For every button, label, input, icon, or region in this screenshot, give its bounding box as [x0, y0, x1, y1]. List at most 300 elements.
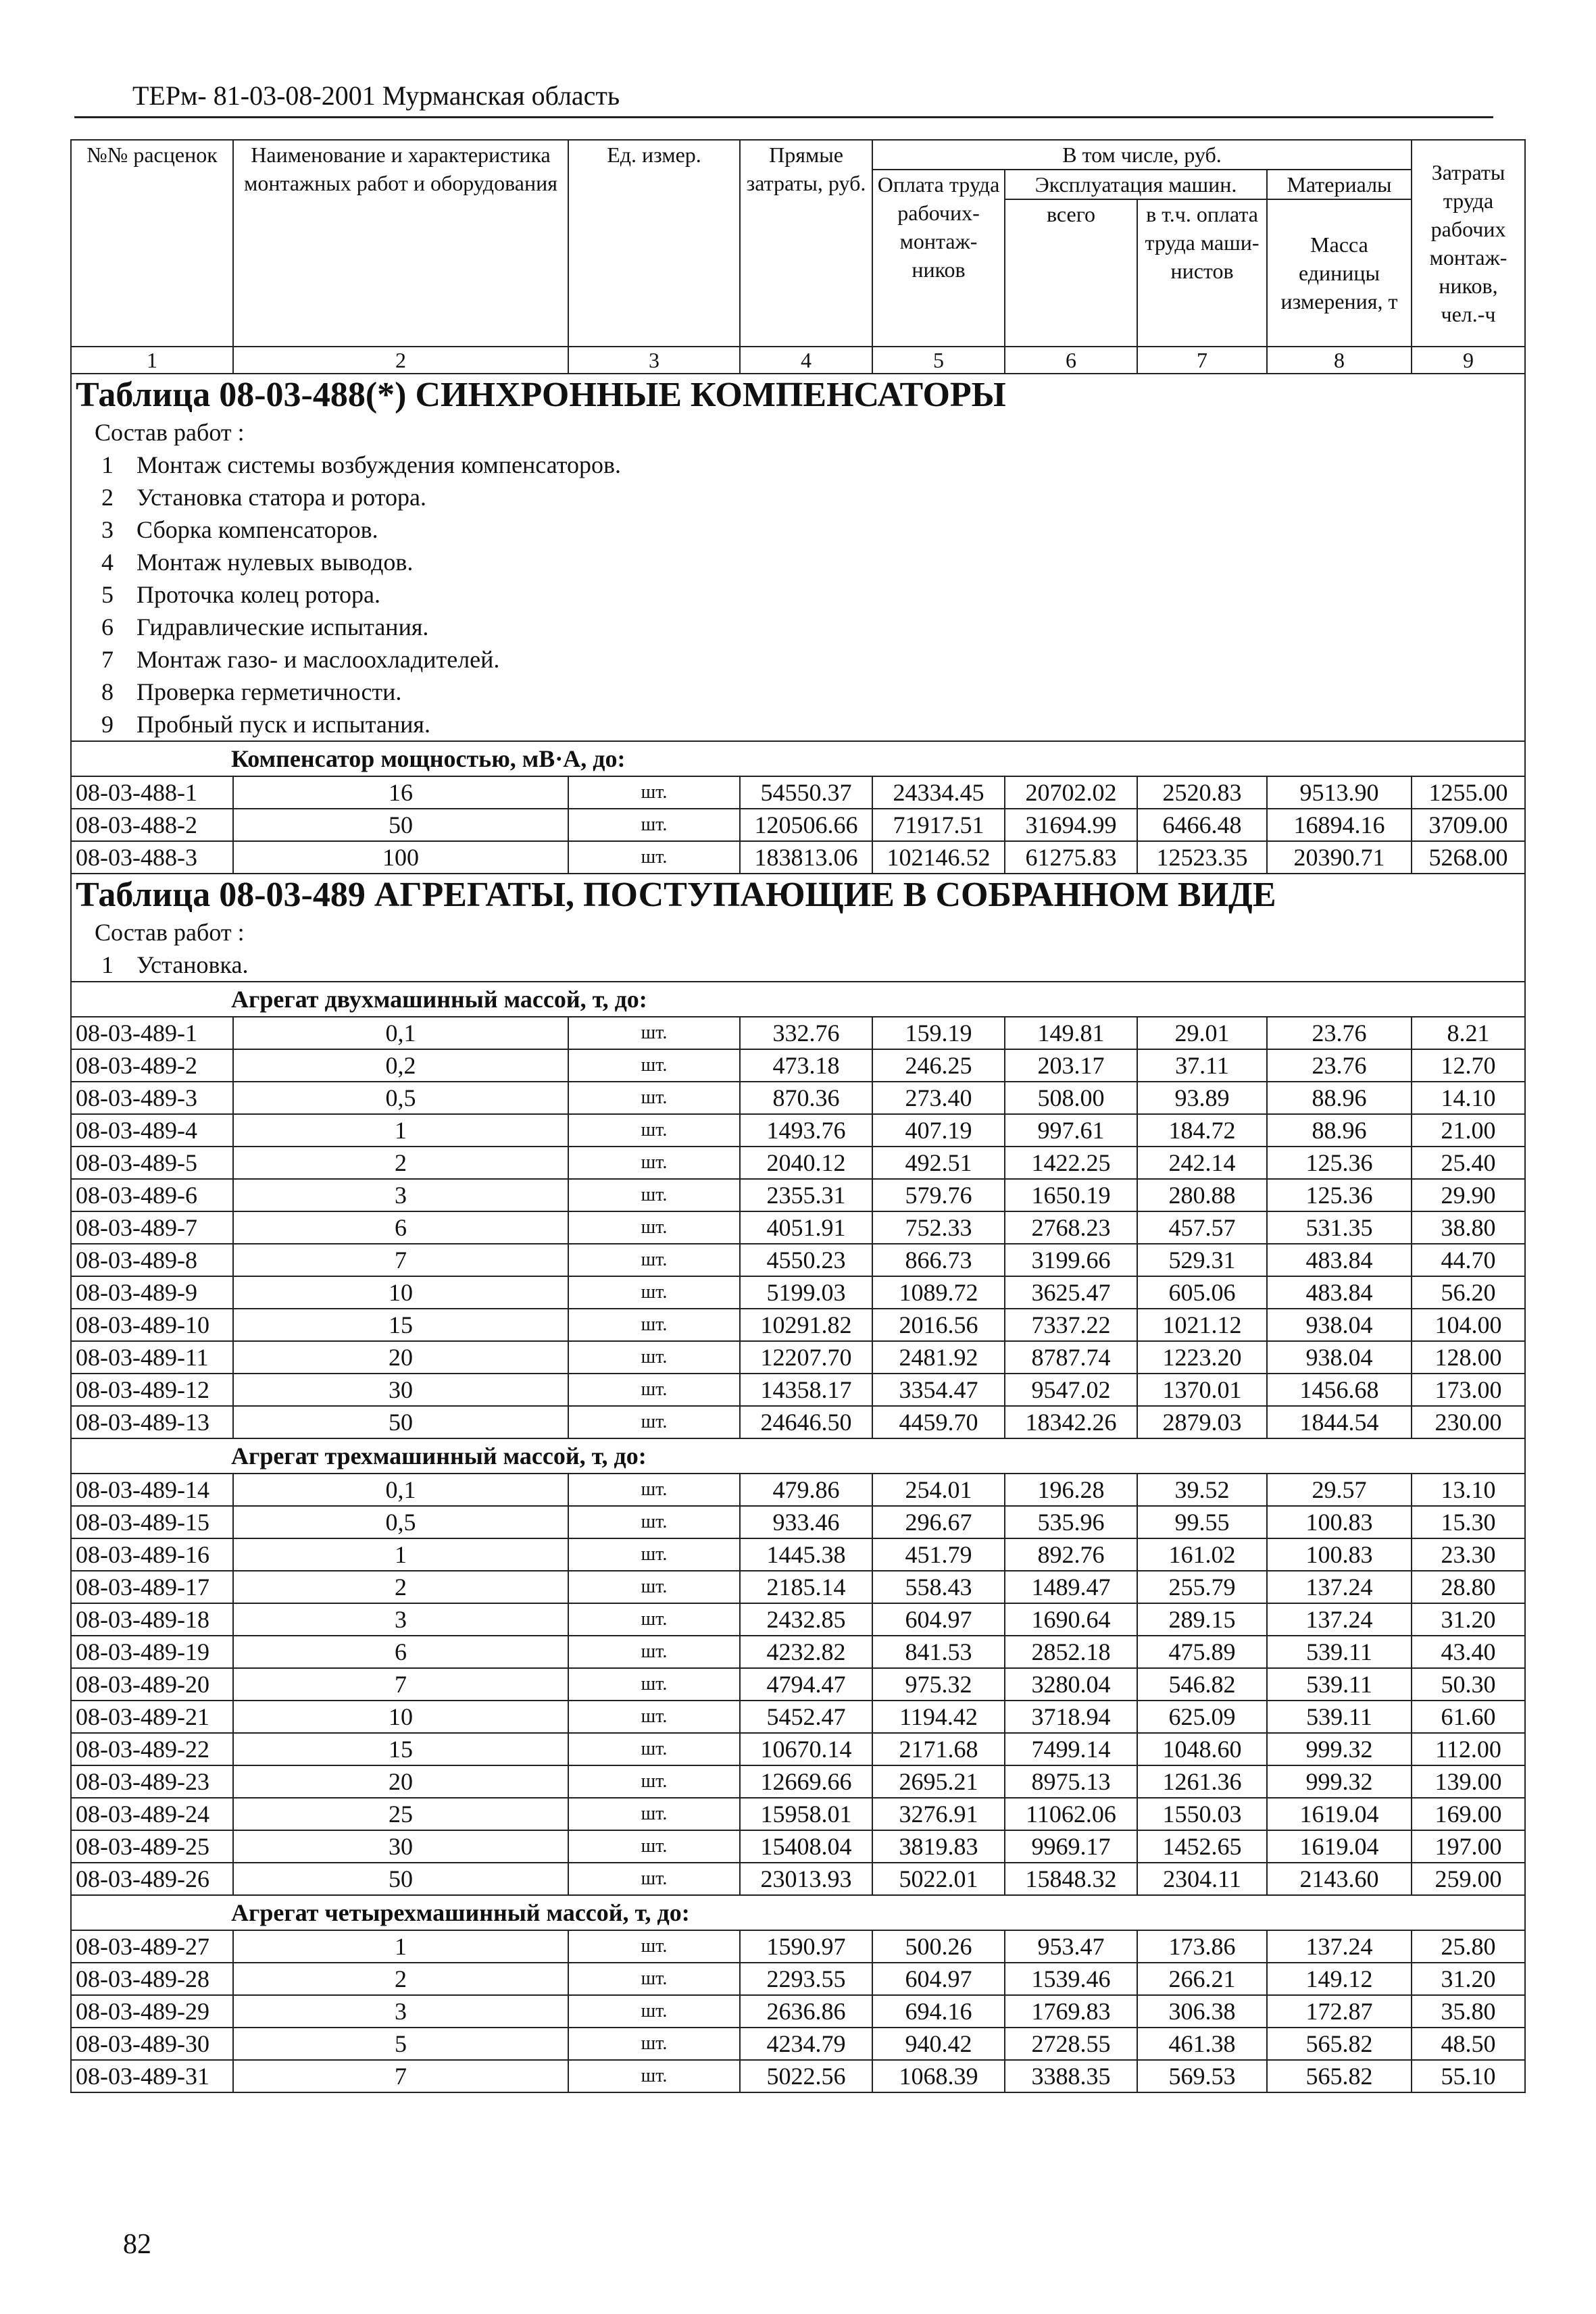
rate-param: 50: [233, 1406, 568, 1438]
rate-wages: 2171.68: [872, 1733, 1005, 1765]
rate-direct-cost: 2636.86: [740, 1995, 872, 2028]
work-step: [71, 708, 1525, 741]
rate-code: 08-03-489-20: [71, 1668, 233, 1701]
rate-code: 08-03-489-19: [71, 1636, 233, 1668]
rate-machines-total: 9969.17: [1005, 1830, 1137, 1863]
rate-param: 7: [233, 1244, 568, 1276]
rate-mass: 137.24: [1267, 1571, 1412, 1603]
rate-row: [71, 776, 1525, 809]
rate-labor: 38.80: [1412, 1211, 1525, 1244]
col-num: 3: [568, 347, 740, 374]
rate-code: 08-03-489-23: [71, 1765, 233, 1798]
rate-labor: 29.90: [1412, 1179, 1525, 1211]
work-step-row: [71, 643, 1525, 676]
rate-unit: шт.: [568, 1538, 740, 1571]
rate-labor: 31.20: [1412, 1603, 1525, 1636]
rate-code: 08-03-489-11: [71, 1341, 233, 1374]
rate-machines-wages: 306.38: [1137, 1995, 1267, 2028]
rate-labor: 31.20: [1412, 1963, 1525, 1995]
rate-unit: шт.: [568, 2028, 740, 2060]
rate-wages: 102146.52: [872, 841, 1005, 874]
rate-wages: 2016.56: [872, 1309, 1005, 1341]
rate-labor: 48.50: [1412, 2028, 1525, 2060]
work-step-row: [71, 481, 1525, 513]
rate-machines-total: 61275.83: [1005, 841, 1137, 874]
rate-wages: 2695.21: [872, 1765, 1005, 1798]
rate-param: 50: [233, 1863, 568, 1895]
rate-code: 08-03-489-5: [71, 1147, 233, 1179]
rate-code: 08-03-488-3: [71, 841, 233, 874]
rate-machines-wages: 605.06: [1137, 1276, 1267, 1309]
rate-wages: 1089.72: [872, 1276, 1005, 1309]
work-step-text: Установка.: [136, 951, 249, 978]
rate-param: 7: [233, 2060, 568, 2092]
rate-labor: 25.40: [1412, 1147, 1525, 1179]
rate-row: [71, 1211, 1525, 1244]
rate-unit: шт.: [568, 1636, 740, 1668]
rate-param: 30: [233, 1830, 568, 1863]
rate-machines-wages: 93.89: [1137, 1082, 1267, 1114]
rate-wages: 296.67: [872, 1506, 1005, 1538]
rate-row: [71, 1765, 1525, 1798]
group-heading-row: [71, 982, 1525, 1017]
rate-labor: 56.20: [1412, 1276, 1525, 1309]
rate-machines-wages: 289.15: [1137, 1603, 1267, 1636]
rate-mass: 531.35: [1267, 1211, 1412, 1244]
rate-labor: 197.00: [1412, 1830, 1525, 1863]
rate-direct-cost: 15958.01: [740, 1798, 872, 1830]
rate-labor: 3709.00: [1412, 809, 1525, 841]
col-machines-header: Эксплуатация машин.: [1005, 170, 1267, 199]
work-step: [71, 643, 1525, 676]
work-step: [71, 578, 1525, 611]
rate-machines-total: 1769.83: [1005, 1995, 1137, 2028]
rate-direct-cost: 479.86: [740, 1474, 872, 1506]
rate-machines-wages: 39.52: [1137, 1474, 1267, 1506]
work-step-number: 3: [101, 516, 114, 543]
rate-unit: шт.: [568, 1017, 740, 1049]
col-num: 6: [1005, 347, 1137, 374]
rate-labor: 35.80: [1412, 1995, 1525, 2028]
rate-param: 7: [233, 1668, 568, 1701]
rate-labor: 55.10: [1412, 2060, 1525, 2092]
rate-labor: 173.00: [1412, 1374, 1525, 1406]
page-header: ТЕРм- 81-03-08-2001 Мурманская область: [132, 80, 620, 111]
group-heading: Компенсатор мощностью, мВ·А, до:: [71, 741, 1525, 776]
composition-heading-row: [71, 416, 1525, 449]
rate-code: 08-03-489-10: [71, 1309, 233, 1341]
rate-machines-total: 20702.02: [1005, 776, 1137, 809]
page-number: 82: [123, 2229, 151, 2260]
rate-param: 5: [233, 2028, 568, 2060]
rate-code: 08-03-489-13: [71, 1406, 233, 1438]
rate-wages: 451.79: [872, 1538, 1005, 1571]
rate-mass: 1619.04: [1267, 1798, 1412, 1830]
rate-param: 2: [233, 1963, 568, 1995]
group-heading: Агрегат трехмашинный массой, т, до:: [71, 1438, 1525, 1474]
work-step-row: [71, 449, 1525, 481]
work-step-text: Монтаж нулевых выводов.: [136, 549, 414, 576]
rate-param: 2: [233, 1147, 568, 1179]
work-step: [71, 449, 1525, 481]
rate-code: 08-03-489-4: [71, 1114, 233, 1147]
rate-wages: 866.73: [872, 1244, 1005, 1276]
rate-wages: 3276.91: [872, 1798, 1005, 1830]
rate-machines-wages: 529.31: [1137, 1244, 1267, 1276]
rate-code: 08-03-489-31: [71, 2060, 233, 2092]
col-name-header: Наименование и характеристика монтажных работ и оборудования: [233, 140, 568, 347]
rate-row: [71, 1179, 1525, 1211]
rate-direct-cost: 183813.06: [740, 841, 872, 874]
rate-direct-cost: 870.36: [740, 1082, 872, 1114]
rate-direct-cost: 15408.04: [740, 1830, 872, 1863]
rate-labor: 12.70: [1412, 1049, 1525, 1082]
rate-direct-cost: 933.46: [740, 1506, 872, 1538]
rate-machines-total: 953.47: [1005, 1930, 1137, 1963]
rate-labor: 44.70: [1412, 1244, 1525, 1276]
work-step-number: 5: [101, 581, 114, 608]
rate-machines-total: 7337.22: [1005, 1309, 1137, 1341]
rate-machines-wages: 12523.35: [1137, 841, 1267, 874]
composition-heading: Состав работ :: [71, 416, 1525, 449]
rate-direct-cost: 2355.31: [740, 1179, 872, 1211]
rate-row: [71, 1571, 1525, 1603]
rate-machines-wages: 280.88: [1137, 1179, 1267, 1211]
work-step-row: [71, 578, 1525, 611]
work-step-text: Пробный пуск и испытания.: [136, 711, 430, 738]
rate-mass: 938.04: [1267, 1341, 1412, 1374]
rate-code: 08-03-489-14: [71, 1474, 233, 1506]
rate-direct-cost: 54550.37: [740, 776, 872, 809]
rate-mass: 539.11: [1267, 1668, 1412, 1701]
rate-wages: 3819.83: [872, 1830, 1005, 1863]
rate-direct-cost: 2040.12: [740, 1147, 872, 1179]
rate-machines-total: 2728.55: [1005, 2028, 1137, 2060]
rate-labor: 15.30: [1412, 1506, 1525, 1538]
work-step-row: [71, 611, 1525, 643]
rate-row: [71, 1341, 1525, 1374]
rate-param: 0,1: [233, 1017, 568, 1049]
rate-labor: 28.80: [1412, 1571, 1525, 1603]
rate-machines-wages: 2304.11: [1137, 1863, 1267, 1895]
rate-machines-wages: 475.89: [1137, 1636, 1267, 1668]
rate-mass: 88.96: [1267, 1082, 1412, 1114]
rate-mass: 29.57: [1267, 1474, 1412, 1506]
rate-wages: 5022.01: [872, 1863, 1005, 1895]
rate-mass: 172.87: [1267, 1995, 1412, 2028]
rate-labor: 128.00: [1412, 1341, 1525, 1374]
rate-mass: 20390.71: [1267, 841, 1412, 874]
rate-machines-wages: 1048.60: [1137, 1733, 1267, 1765]
rate-machines-total: 3718.94: [1005, 1701, 1137, 1733]
rate-mass: 1456.68: [1267, 1374, 1412, 1406]
rate-param: 100: [233, 841, 568, 874]
rate-mass: 149.12: [1267, 1963, 1412, 1995]
rate-wages: 841.53: [872, 1636, 1005, 1668]
rate-direct-cost: 24646.50: [740, 1406, 872, 1438]
rate-param: 10: [233, 1276, 568, 1309]
rate-labor: 61.60: [1412, 1701, 1525, 1733]
rate-labor: 8.21: [1412, 1017, 1525, 1049]
rate-code: 08-03-489-30: [71, 2028, 233, 2060]
rate-wages: 694.16: [872, 1995, 1005, 2028]
rate-code: 08-03-489-24: [71, 1798, 233, 1830]
rate-direct-cost: 1493.76: [740, 1114, 872, 1147]
col-machines-wages-header: в т.ч. оплата труда маши-нистов: [1137, 199, 1267, 347]
rate-machines-wages: 1370.01: [1137, 1374, 1267, 1406]
rate-code: 08-03-489-28: [71, 1963, 233, 1995]
rate-labor: 21.00: [1412, 1114, 1525, 1147]
rate-param: 0,5: [233, 1082, 568, 1114]
rate-mass: 1619.04: [1267, 1830, 1412, 1863]
rate-unit: шт.: [568, 1830, 740, 1863]
work-step: [71, 546, 1525, 578]
rate-machines-wages: 29.01: [1137, 1017, 1267, 1049]
rate-code: 08-03-489-27: [71, 1930, 233, 1963]
rate-labor: 5268.00: [1412, 841, 1525, 874]
rate-machines-total: 892.76: [1005, 1538, 1137, 1571]
rate-mass: 125.36: [1267, 1147, 1412, 1179]
rate-row: [71, 1603, 1525, 1636]
rate-direct-cost: 5022.56: [740, 2060, 872, 2092]
rate-code: 08-03-489-22: [71, 1733, 233, 1765]
rate-unit: шт.: [568, 1082, 740, 1114]
rate-mass: 125.36: [1267, 1179, 1412, 1211]
rate-unit: шт.: [568, 1244, 740, 1276]
rate-row: [71, 1930, 1525, 1963]
rate-param: 1: [233, 1114, 568, 1147]
col-num: 8: [1267, 347, 1412, 374]
rate-param: 3: [233, 1995, 568, 2028]
col-direct-header: Прямые затраты, руб.: [740, 140, 872, 347]
rate-code: 08-03-489-18: [71, 1603, 233, 1636]
column-number-row: [71, 347, 1525, 374]
work-step-row: [71, 513, 1525, 546]
rate-param: 20: [233, 1341, 568, 1374]
rate-mass: 23.76: [1267, 1049, 1412, 1082]
rate-unit: шт.: [568, 1309, 740, 1341]
table-title: Таблица 08-03-488(*) СИНХРОННЫЕ КОМПЕНСАТОРЫ: [71, 374, 1525, 416]
work-step-text: Установка статора и ротора.: [136, 484, 426, 511]
rate-machines-wages: 161.02: [1137, 1538, 1267, 1571]
rate-param: 15: [233, 1309, 568, 1341]
rate-code: 08-03-489-21: [71, 1701, 233, 1733]
rate-wages: 579.76: [872, 1179, 1005, 1211]
group-heading: Агрегат четырехмашинный массой, т, до:: [71, 1895, 1525, 1930]
rate-machines-total: 8787.74: [1005, 1341, 1137, 1374]
rate-machines-total: 508.00: [1005, 1082, 1137, 1114]
rate-unit: шт.: [568, 1114, 740, 1147]
rate-wages: 940.42: [872, 2028, 1005, 2060]
rate-row: [71, 1995, 1525, 2028]
rate-machines-total: 18342.26: [1005, 1406, 1137, 1438]
rate-wages: 3354.47: [872, 1374, 1005, 1406]
rate-row: [71, 1114, 1525, 1147]
rate-direct-cost: 4232.82: [740, 1636, 872, 1668]
rate-row: [71, 809, 1525, 841]
work-step-text: Проточка колец ротора.: [136, 581, 381, 608]
rate-direct-cost: 2293.55: [740, 1963, 872, 1995]
rate-param: 2: [233, 1571, 568, 1603]
rate-machines-wages: 242.14: [1137, 1147, 1267, 1179]
work-step-text: Монтаж системы возбуждения компенсаторов.: [136, 451, 621, 478]
rate-direct-cost: 4234.79: [740, 2028, 872, 2060]
rate-param: 15: [233, 1733, 568, 1765]
col-mass-header: Масса единицы измерения, т: [1267, 199, 1412, 347]
rate-machines-total: 2852.18: [1005, 1636, 1137, 1668]
rate-row: [71, 1701, 1525, 1733]
rate-row: [71, 1049, 1525, 1082]
rate-machines-wages: 173.86: [1137, 1930, 1267, 1963]
rate-wages: 273.40: [872, 1082, 1005, 1114]
work-step-row: [71, 676, 1525, 708]
rate-wages: 2481.92: [872, 1341, 1005, 1374]
rate-machines-total: 1539.46: [1005, 1963, 1137, 1995]
rate-row: [71, 1309, 1525, 1341]
rate-param: 3: [233, 1179, 568, 1211]
work-step-row: [71, 708, 1525, 741]
rate-mass: 539.11: [1267, 1636, 1412, 1668]
rate-unit: шт.: [568, 809, 740, 841]
rate-mass: 539.11: [1267, 1701, 1412, 1733]
rate-code: 08-03-489-2: [71, 1049, 233, 1082]
rate-unit: шт.: [568, 1603, 740, 1636]
rate-labor: 1255.00: [1412, 776, 1525, 809]
rate-machines-wages: 37.11: [1137, 1049, 1267, 1082]
rate-code: 08-03-489-29: [71, 1995, 233, 2028]
rate-row: [71, 1733, 1525, 1765]
rate-unit: шт.: [568, 1147, 740, 1179]
rate-direct-cost: 1590.97: [740, 1930, 872, 1963]
rate-machines-total: 3280.04: [1005, 1668, 1137, 1701]
rate-direct-cost: 2432.85: [740, 1603, 872, 1636]
rate-direct-cost: 10291.82: [740, 1309, 872, 1341]
rate-row: [71, 1668, 1525, 1701]
work-step-text: Монтаж газо- и маслоохладителей.: [136, 646, 500, 673]
rate-mass: 88.96: [1267, 1114, 1412, 1147]
rate-machines-wages: 625.09: [1137, 1701, 1267, 1733]
header-row-1: [71, 140, 1525, 170]
rate-param: 20: [233, 1765, 568, 1798]
rate-param: 50: [233, 809, 568, 841]
rate-labor: 230.00: [1412, 1406, 1525, 1438]
rate-param: 3: [233, 1603, 568, 1636]
rate-code: 08-03-489-16: [71, 1538, 233, 1571]
rate-mass: 565.82: [1267, 2060, 1412, 2092]
work-step-number: 1: [101, 451, 114, 478]
work-step: [71, 611, 1525, 643]
rate-labor: 23.30: [1412, 1538, 1525, 1571]
rates-table: [70, 139, 1526, 2093]
rate-param: 1: [233, 1930, 568, 1963]
rate-row: [71, 1017, 1525, 1049]
rate-machines-total: 31694.99: [1005, 809, 1137, 841]
work-step: [71, 513, 1525, 546]
rate-machines-wages: 546.82: [1137, 1668, 1267, 1701]
rate-code: 08-03-489-15: [71, 1506, 233, 1538]
rate-machines-wages: 266.21: [1137, 1963, 1267, 1995]
rate-code: 08-03-489-6: [71, 1179, 233, 1211]
rate-row: [71, 1474, 1525, 1506]
rate-machines-wages: 1452.65: [1137, 1830, 1267, 1863]
rate-machines-total: 196.28: [1005, 1474, 1137, 1506]
work-step-number: 4: [101, 549, 114, 576]
rate-param: 30: [233, 1374, 568, 1406]
rate-direct-cost: 332.76: [740, 1017, 872, 1049]
rate-code: 08-03-488-1: [71, 776, 233, 809]
rate-unit: шт.: [568, 776, 740, 809]
rate-param: 16: [233, 776, 568, 809]
work-step-number: 1: [101, 951, 114, 978]
rate-mass: 2143.60: [1267, 1863, 1412, 1895]
rate-direct-cost: 23013.93: [740, 1863, 872, 1895]
rate-code: 08-03-489-1: [71, 1017, 233, 1049]
rate-labor: 43.40: [1412, 1636, 1525, 1668]
rate-wages: 71917.51: [872, 809, 1005, 841]
work-step-number: 7: [101, 646, 114, 673]
rate-labor: 169.00: [1412, 1798, 1525, 1830]
rate-param: 6: [233, 1636, 568, 1668]
rate-machines-wages: 184.72: [1137, 1114, 1267, 1147]
rate-unit: шт.: [568, 2060, 740, 2092]
rate-machines-total: 149.81: [1005, 1017, 1137, 1049]
rate-code: 08-03-489-7: [71, 1211, 233, 1244]
rate-unit: шт.: [568, 1506, 740, 1538]
rate-row: [71, 1636, 1525, 1668]
rate-labor: 13.10: [1412, 1474, 1525, 1506]
rate-wages: 1194.42: [872, 1701, 1005, 1733]
rate-machines-total: 1650.19: [1005, 1179, 1137, 1211]
rate-machines-total: 1690.64: [1005, 1603, 1137, 1636]
rate-param: 0,2: [233, 1049, 568, 1082]
rate-row: [71, 2028, 1525, 2060]
rate-mass: 938.04: [1267, 1309, 1412, 1341]
composition-heading: Состав работ :: [71, 916, 1525, 949]
work-step: [71, 481, 1525, 513]
rate-code: 08-03-489-8: [71, 1244, 233, 1276]
rate-unit: шт.: [568, 1733, 740, 1765]
rate-labor: 112.00: [1412, 1733, 1525, 1765]
rate-mass: 565.82: [1267, 2028, 1412, 2060]
rate-row: [71, 1374, 1525, 1406]
rate-machines-wages: 461.38: [1137, 2028, 1267, 2060]
rate-wages: 752.33: [872, 1211, 1005, 1244]
col-materials-header: Материалы: [1267, 170, 1412, 199]
rate-param: 0,1: [233, 1474, 568, 1506]
rate-param: 25: [233, 1798, 568, 1830]
rate-labor: 104.00: [1412, 1309, 1525, 1341]
rate-unit: шт.: [568, 1406, 740, 1438]
table-title: Таблица 08-03-489 АГРЕГАТЫ, ПОСТУПАЮЩИЕ В СОБРАННОМ ВИДЕ: [71, 874, 1525, 916]
col-labor-header: Затраты труда рабочих монтаж-ников, чел.-ч: [1412, 140, 1525, 347]
rate-machines-wages: 1550.03: [1137, 1798, 1267, 1830]
rate-code: 08-03-489-9: [71, 1276, 233, 1309]
rate-unit: шт.: [568, 1963, 740, 1995]
rate-unit: шт.: [568, 1179, 740, 1211]
group-heading-row: [71, 741, 1525, 776]
rate-wages: 558.43: [872, 1571, 1005, 1603]
rate-machines-wages: 569.53: [1137, 2060, 1267, 2092]
rate-mass: 137.24: [1267, 1930, 1412, 1963]
work-step-number: 6: [101, 613, 114, 640]
rate-param: 6: [233, 1211, 568, 1244]
rate-wages: 254.01: [872, 1474, 1005, 1506]
header-rule: [74, 116, 1493, 118]
rate-machines-total: 1489.47: [1005, 1571, 1137, 1603]
rate-machines-wages: 1261.36: [1137, 1765, 1267, 1798]
col-code-header: №№ расценок: [71, 140, 233, 347]
rate-unit: шт.: [568, 1276, 740, 1309]
